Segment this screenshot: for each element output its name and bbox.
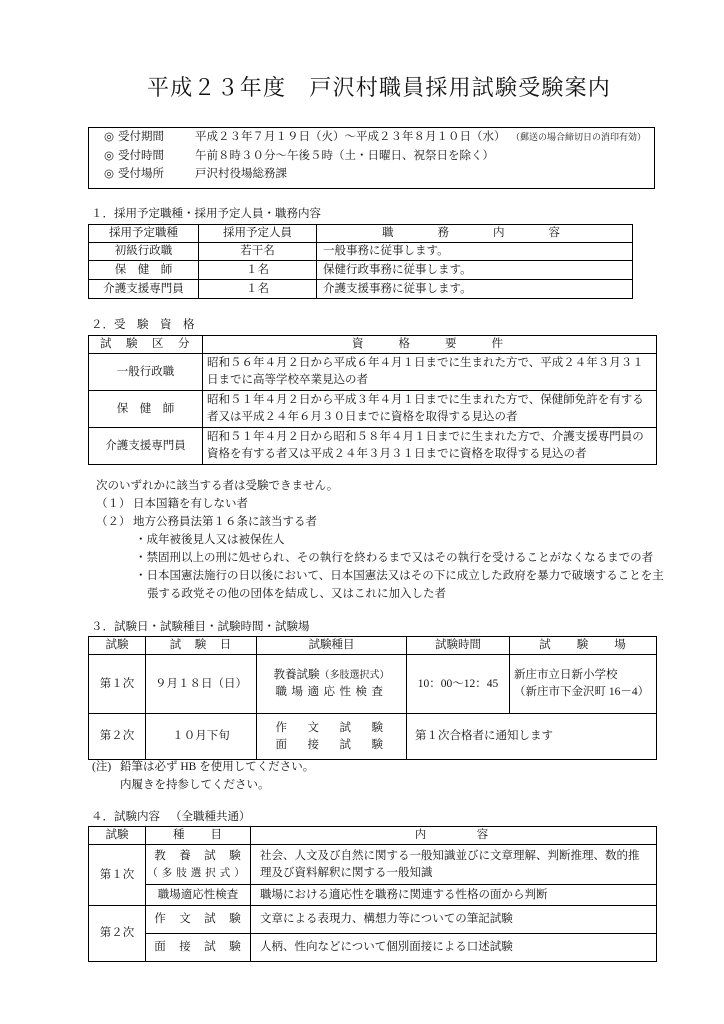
table-row <box>89 280 633 299</box>
stage-cell: 第１次 <box>89 845 146 906</box>
bullet-text: 日本国憲法施行の日以後において、日本国憲法又はその下に成立した政府を暴力で破壊することを主張する政党その他の団体を結成し、又はこれに加入した者 <box>146 570 664 600</box>
header-item: 種 目 <box>146 827 251 845</box>
bullet-mark: ・ <box>135 534 147 546</box>
bullet-item <box>135 531 669 549</box>
stage-cell: 第１次 <box>89 655 146 714</box>
position-type-cell: 保 健 師 <box>89 261 199 280</box>
reception-period-note: （郵送の場合締切日の消印有効） <box>515 132 647 142</box>
venue-address: （新庄市下金沢町 16－4） <box>514 686 650 698</box>
table-row <box>89 428 657 465</box>
positions-table <box>88 224 633 299</box>
requirement-cell: 昭和５１年４月２日から平成３年４月１日までに生まれた方で、保健師免許を有する者又は平成２４年６月３０日までに資格を取得する見込の者 <box>203 391 657 428</box>
requirement-cell: 昭和５１年４月２日から昭和５８年４月１日までに生まれた方で、介護支援専門員の資格を有する者又は平成２４年３月３１日までに資格を取得する見込の者 <box>203 428 657 465</box>
item-cell: 作 文 試 験 <box>146 906 251 934</box>
list-item-text: 日本国籍を有しない者 <box>133 498 248 510</box>
venue-name: 新庄市立日新小学校 <box>514 669 618 681</box>
disqualification-block <box>96 477 669 603</box>
list-item-number: （１） <box>96 498 131 510</box>
list-item <box>96 513 669 531</box>
stage-cell: 第２次 <box>89 714 146 760</box>
reception-period-row <box>104 128 646 146</box>
header-content: 内 容 <box>251 827 657 845</box>
table-row <box>89 845 657 885</box>
date-cell: ９月１８日（日） <box>146 655 257 714</box>
double-circle-mark: ◎ <box>104 131 115 143</box>
subject-line: 職場適応性検査 <box>275 686 388 698</box>
category-cell: 保 健 師 <box>89 391 203 428</box>
item-name: 教 養 試 験 <box>154 849 242 862</box>
table-row <box>89 655 657 714</box>
section3-heading: ３．試験日・試験種目・試験時間・試験場 <box>91 621 310 633</box>
item-cell <box>146 845 251 885</box>
reception-info-box <box>88 127 655 189</box>
header-requirement: 資 格 要 件 <box>203 336 657 354</box>
table-row <box>89 934 657 962</box>
header-stage: 試験 <box>89 637 146 655</box>
header-time: 試験時間 <box>407 637 510 655</box>
subject-main: 教養試験 <box>273 669 320 681</box>
reception-hours-label: 受付時間 <box>118 150 164 162</box>
reception-period-label: 受付期間 <box>118 131 164 143</box>
bullet-item <box>135 549 669 567</box>
table-row <box>89 261 633 280</box>
disqualification-intro: 次のいずれかに該当する者は受験できません。 <box>96 480 339 492</box>
eligibility-table <box>88 335 657 465</box>
table-row <box>89 391 657 428</box>
notes-block <box>92 758 314 794</box>
double-circle-mark: ◎ <box>104 150 115 162</box>
content-table <box>88 826 657 962</box>
schedule-table <box>88 636 657 760</box>
note-line: 内履きを持参してください。 <box>120 779 270 791</box>
headcount-cell: １名 <box>199 261 317 280</box>
headcount-cell: １名 <box>199 280 317 299</box>
table-header-row <box>89 336 657 354</box>
section2-heading: ２．受 験 資 格 <box>91 319 195 331</box>
list-item-number: （２） <box>96 516 131 528</box>
requirement-cell: 昭和５６年４月２日から平成６年４月１日までに生まれた方で、平成２４年３月３１日までに高等学校卒業見込の者 <box>203 354 657 391</box>
table-row <box>89 885 657 906</box>
table-header-row <box>89 827 657 845</box>
header-category: 試 験 区 分 <box>89 336 203 354</box>
table-row <box>89 243 633 261</box>
double-circle-mark: ◎ <box>104 168 115 180</box>
section4-title: ４．試験内容 <box>91 811 160 823</box>
item-cell: 職場適応性検査 <box>146 885 251 906</box>
subject-cell <box>257 655 407 714</box>
header-position-type: 採用予定職種 <box>89 225 199 243</box>
reception-hours-value: 午前８時３０分～午後５時（土・日曜日、祝祭日を除く） <box>195 150 494 162</box>
reception-place-row <box>104 165 287 183</box>
venue-cell <box>510 655 657 714</box>
table-row <box>89 906 657 934</box>
section4-note: （全職種共通） <box>170 811 251 823</box>
duties-cell: 保健行政事務に従事します。 <box>317 261 633 280</box>
item-cell: 面 接 試 験 <box>146 934 251 962</box>
category-cell: 介護支援専門員 <box>89 428 203 465</box>
description-cell: 職場における適応性を職務に関連する性格の面から判断 <box>251 885 657 906</box>
header-date: 試 験 日 <box>146 637 257 655</box>
section4-heading <box>91 809 251 825</box>
subject-line: 面 接 試 験 <box>275 738 388 751</box>
headcount-cell: 若干名 <box>199 243 317 261</box>
section1-heading: １．採用予定職種・採用予定人員・職務内容 <box>91 208 321 220</box>
position-type-cell: 介護支援専門員 <box>89 280 199 299</box>
duties-cell: 一般事務に従事します。 <box>317 243 633 261</box>
reception-period-value: 平成２３年７月１９日（火）～平成２３年８月１０日（水） <box>195 131 506 143</box>
date-cell: １０月下旬 <box>146 714 257 760</box>
document-title: 平成２３年度 戸沢村職員採用試験受験案内 <box>147 75 612 100</box>
subject-sub: （多肢選択式） <box>319 670 390 681</box>
time-cell: 10：00～12：45 <box>407 655 510 714</box>
stage-cell: 第２次 <box>89 906 146 962</box>
reception-place-value: 戸沢村役場総務課 <box>195 168 287 180</box>
description-cell: 文章による表現力、構想力等についての筆記試験 <box>251 906 657 934</box>
reception-place-label: 受付場所 <box>118 168 164 180</box>
header-venue: 試 験 場 <box>510 637 657 655</box>
position-type-cell: 初級行政職 <box>89 243 199 261</box>
table-header-row <box>89 637 657 655</box>
description-cell: 人柄、性向などについて個別面接による口述試験 <box>251 934 657 962</box>
header-headcount: 採用予定人員 <box>199 225 317 243</box>
duties-cell: 介護支援事務に従事します。 <box>317 280 633 299</box>
table-row <box>89 354 657 391</box>
category-cell: 一般行政職 <box>89 354 203 391</box>
table-header-row <box>89 225 633 243</box>
notice-cell: 第１次合格者に通知します <box>407 714 657 760</box>
bullet-text: 禁固刑以上の刑に処せられ、その執行を終わるまで又はその執行を受けることがなくなるまでの者 <box>146 552 654 564</box>
list-item-text: 地方公務員法第１６条に該当する者 <box>133 516 317 528</box>
header-duties: 職 務 内 容 <box>317 225 633 243</box>
subject-cell <box>257 714 407 760</box>
item-sub: （多肢選択式） <box>147 867 249 879</box>
header-stage: 試験 <box>89 827 146 845</box>
description-cell: 社会、人文及び自然に関する一般知識並びに文章理解、判断推理、数的推理及び資料解釈に関する一般知識 <box>251 845 657 885</box>
bullet-mark: ・ <box>135 570 147 582</box>
bullet-mark: ・ <box>135 552 147 564</box>
note-mark: (注) <box>92 761 112 773</box>
bullet-item <box>135 567 669 603</box>
header-subject: 試験種目 <box>257 637 407 655</box>
table-row <box>89 714 657 760</box>
reception-hours-row <box>104 147 494 165</box>
bullet-text: 成年被後見人又は被保佐人 <box>146 534 285 546</box>
subject-line <box>257 667 406 684</box>
subject-line: 作 文 試 験 <box>275 721 388 734</box>
note-text: 鉛筆は必ず HB を使用してください。 <box>120 761 315 773</box>
note-line <box>92 758 314 776</box>
list-item <box>96 495 669 513</box>
